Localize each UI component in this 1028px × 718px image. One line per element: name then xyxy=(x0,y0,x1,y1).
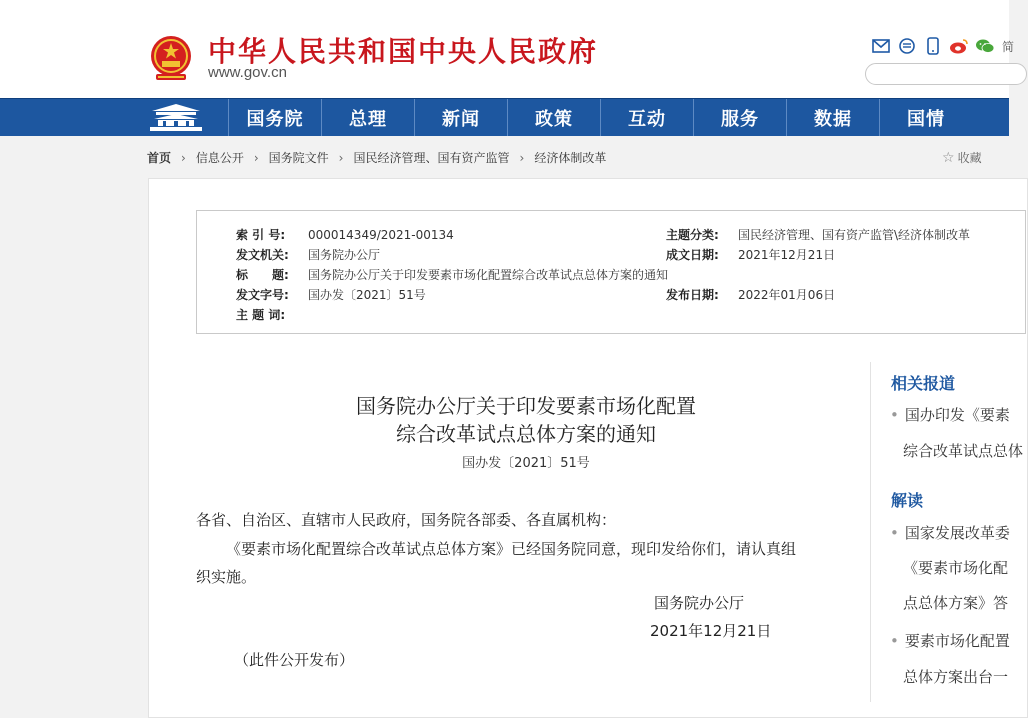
share-bar xyxy=(872,36,1014,56)
interpretation-line: 国家发展改革委 xyxy=(904,524,1010,542)
meta-label: 主 题 词: xyxy=(236,308,286,322)
bullet-icon: • xyxy=(890,632,899,650)
interpretation-link[interactable] xyxy=(890,624,1008,658)
document-number: 国办发〔2021〕51号 xyxy=(462,456,590,471)
interpretation-link-cont[interactable]: 总体方案出台一 xyxy=(903,668,1009,686)
simplified-chinese-toggle[interactable]: 简 xyxy=(1002,39,1015,54)
related-report-link-cont[interactable]: 综合改革试点总体 xyxy=(903,442,1024,460)
meta-label: 发文机关: xyxy=(236,248,289,262)
favorite-button[interactable] xyxy=(942,149,982,166)
document-signature: 国务院办公厅 xyxy=(654,594,745,612)
site-header xyxy=(0,0,1015,98)
breadcrumb-economy-management[interactable]: 国民经济管理、国有资产监管 xyxy=(353,151,510,165)
meta-issuer xyxy=(236,246,380,263)
document-title xyxy=(196,392,856,448)
meta-label: 成文日期: xyxy=(666,248,719,262)
meta-label: 主题分类: xyxy=(666,228,719,242)
document-publication-note: （此件公开发布） xyxy=(234,651,355,669)
meta-value: 2021年12月21日 xyxy=(738,248,836,262)
meta-label: 发文字号: xyxy=(236,288,289,302)
rss-icon[interactable] xyxy=(898,37,916,55)
bullet-icon: • xyxy=(890,524,899,542)
nav-item-national-info[interactable]: 国情 xyxy=(879,99,972,136)
star-icon: ☆ xyxy=(942,149,955,166)
nav-item-news[interactable]: 新闻 xyxy=(414,99,507,136)
document-body-line: 《要素市场化配置综合改革试点总体方案》已经国务院同意，现印发给你们，请认真组 xyxy=(226,540,797,558)
meta-index-no xyxy=(236,226,454,243)
meta-doc-no xyxy=(236,286,426,303)
site-title[interactable]: 中华人民共和国中央人民政府 xyxy=(208,35,599,68)
meta-publish-date xyxy=(666,286,835,303)
interpretation-line: 要素市场化配置 xyxy=(904,632,1010,650)
breadcrumb-separator: › xyxy=(181,150,186,165)
bullet-icon: • xyxy=(890,406,899,424)
meta-value: 2022年01月06日 xyxy=(738,288,836,302)
nav-item-data[interactable]: 数据 xyxy=(786,99,879,136)
weibo-icon[interactable] xyxy=(950,37,968,55)
breadcrumb-separator: › xyxy=(338,150,344,165)
breadcrumb-home[interactable]: 首页 xyxy=(147,151,172,165)
document-salutation: 各省、自治区、直辖市人民政府，国务院各部委、各直属机构： xyxy=(196,511,617,529)
site-url[interactable]: www.gov.cn xyxy=(208,64,287,81)
related-report-link[interactable] xyxy=(890,398,1008,432)
meta-value: 000014349/2021-00134 xyxy=(308,228,454,242)
nav-menu xyxy=(228,99,972,136)
meta-label: 标 题: xyxy=(236,268,289,282)
breadcrumb-state-council-docs[interactable]: 国务院文件 xyxy=(268,151,329,165)
document-body-line: 织实施。 xyxy=(196,568,257,586)
interpretation-link[interactable] xyxy=(890,516,1008,550)
nav-item-services[interactable]: 服务 xyxy=(693,99,786,136)
wechat-icon[interactable] xyxy=(976,37,994,55)
meta-value: 国务院办公厅 xyxy=(308,248,381,262)
nav-item-policies[interactable]: 政策 xyxy=(507,99,600,136)
nav-item-interaction[interactable]: 互动 xyxy=(600,99,693,136)
favorite-label: 收藏 xyxy=(957,151,982,165)
meta-label: 发布日期: xyxy=(666,288,719,302)
related-reports-heading: 相关报道 xyxy=(891,374,956,393)
document-date: 2021年12月21日 xyxy=(650,622,772,640)
breadcrumb-info-disclosure[interactable]: 信息公开 xyxy=(195,151,244,165)
breadcrumb-separator: › xyxy=(519,150,525,165)
document-title-line: 国务院办公厅关于印发要素市场化配置 xyxy=(356,394,696,418)
nav-item-premier[interactable]: 总理 xyxy=(321,99,414,136)
sidebar-divider xyxy=(870,362,871,702)
meta-title xyxy=(236,266,668,283)
meta-written-date xyxy=(666,246,835,263)
meta-keywords xyxy=(236,306,308,323)
document-title-line: 综合改革试点总体方案的通知 xyxy=(396,422,656,446)
meta-label: 索 引 号: xyxy=(236,228,286,242)
meta-value: 国务院办公厅关于印发要素市场化配置综合改革试点总体方案的通知 xyxy=(308,268,669,282)
meta-value: 国办发〔2021〕51号 xyxy=(308,288,426,302)
breadcrumb-economic-reform[interactable]: 经济体制改革 xyxy=(534,151,607,165)
search-input[interactable] xyxy=(865,63,1027,85)
interpretation-heading: 解读 xyxy=(891,491,924,510)
email-icon[interactable] xyxy=(872,37,890,55)
breadcrumb xyxy=(147,149,606,166)
meta-value: 国民经济管理、国有资产监管\经济体制改革 xyxy=(738,228,971,242)
breadcrumb-separator: › xyxy=(253,150,259,165)
nav-item-state-council[interactable]: 国务院 xyxy=(228,99,321,136)
interpretation-link-cont[interactable]: 点总体方案》答 xyxy=(903,594,1009,612)
tiananmen-logo-icon[interactable] xyxy=(146,102,206,132)
main-nav xyxy=(0,98,1009,136)
related-report-line: 国办印发《要素 xyxy=(904,406,1010,424)
mobile-icon[interactable] xyxy=(924,37,942,55)
national-emblem-icon[interactable] xyxy=(148,34,194,84)
interpretation-link-cont[interactable]: 《要素市场化配 xyxy=(903,559,1009,577)
meta-subject xyxy=(666,226,970,243)
document-metadata-table xyxy=(196,210,1026,334)
